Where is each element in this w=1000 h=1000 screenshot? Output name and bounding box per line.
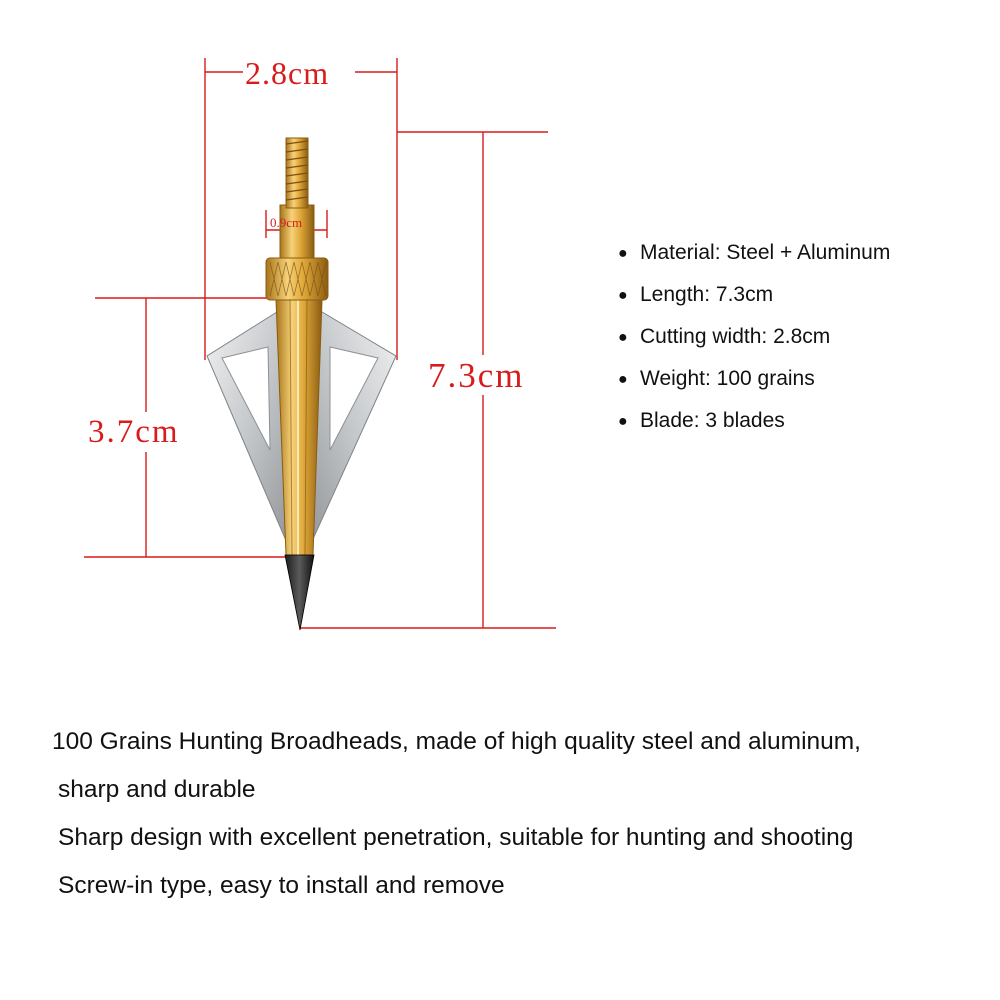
bullet-icon: ● (618, 329, 628, 346)
bullet-icon: ● (618, 287, 628, 304)
spec-item (618, 364, 890, 406)
total-length-label: 7.3cm (428, 356, 525, 395)
spec-list (618, 238, 890, 448)
bullet-icon: ● (618, 371, 628, 388)
spec-item-label: Weight: 100 grains (640, 367, 815, 390)
description-line: 100 Grains Hunting Broadheads, made of high quality steel and aluminum, (52, 728, 861, 755)
spec-item-label: Material: Steel + Aluminum (640, 241, 891, 264)
spec-item-label: Cutting width: 2.8cm (640, 325, 831, 348)
spec-item-label: Length: 7.3cm (640, 283, 774, 306)
blade-length-label: 3.7cm (88, 414, 180, 450)
spec-item (618, 322, 890, 364)
threaded-stud (286, 138, 308, 208)
bullet-icon: ● (618, 413, 628, 430)
shank-width-label: 0.9cm (270, 215, 303, 230)
spec-item (618, 238, 890, 280)
cutting-width-label: 2.8cm (245, 55, 330, 91)
spec-item (618, 406, 890, 448)
description-line: Screw-in type, easy to install and remove (58, 872, 505, 899)
description-line: sharp and durable (58, 776, 256, 803)
product-description (52, 718, 982, 910)
description-line: Sharp design with excellent penetration, suitable for hunting and shooting (58, 824, 854, 851)
bullet-icon: ● (618, 245, 628, 262)
chisel-tip (285, 555, 314, 630)
spec-item-label: Blade: 3 blades (640, 409, 785, 432)
spec-item (618, 280, 890, 322)
